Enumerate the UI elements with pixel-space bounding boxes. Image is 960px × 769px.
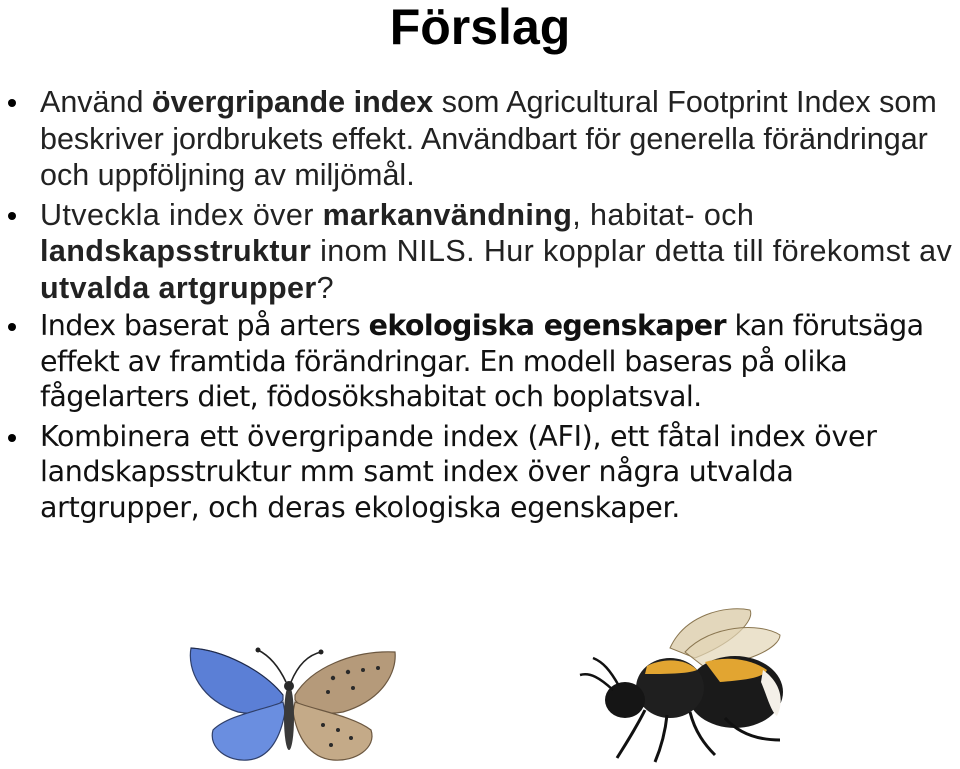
bullet-list [0, 84, 960, 525]
bullet-item [0, 197, 960, 307]
slide-title: Förslag [389, 0, 571, 55]
bullet-text [40, 198, 952, 305]
butterfly-icon [183, 630, 405, 765]
bullet-icon [8, 323, 16, 331]
bullet-item [0, 419, 960, 526]
bullet-icon [8, 212, 16, 220]
bullet-icon [8, 99, 16, 107]
bullet-item [0, 308, 960, 415]
bumblebee-icon [575, 600, 800, 765]
bullet-text-run: Utveckla index över [40, 197, 323, 232]
bullet-text-run: som Agricultural Footprint Index som beskriver jordbrukets effekt. Användbart för generella förändringar och uppföljning av miljömål. [40, 85, 937, 192]
bullet-icon [8, 434, 16, 442]
bullet-text [40, 420, 877, 524]
bullet-text [40, 309, 924, 413]
bullet-text-run: inom NILS. Hur kopplar detta till förekomst av [311, 234, 953, 268]
bullet-text-run: Kombinera ett övergripande index (AFI), ett fåtal index över landskapsstruktur mm samt index över några utvalda artgrupper, och deras ekologiska egenskaper. [40, 419, 877, 524]
bullet-text-bold: ekologiska egenskaper [368, 309, 726, 342]
bullet-item [0, 84, 960, 194]
bullet-text-bold: övergripande index [151, 85, 434, 119]
bullet-text-run: , habitat- och [572, 197, 755, 232]
bullet-text-bold: markanvändning [322, 197, 573, 232]
bullet-text-run: kan förutsäga effekt av framtida förändringar. En modell baseras på olika fågelarters diet, födosökshabitat och boplatsval. [40, 309, 924, 413]
bullet-text-bold: landskapsstruktur [40, 234, 312, 268]
bullet-text-run: ? [316, 270, 335, 305]
bullet-text [40, 85, 937, 192]
bullet-text-run: Index baserat på arters [40, 309, 369, 342]
bullet-text-run: Använd [40, 85, 152, 119]
bullet-text-bold: utvalda artgrupper [40, 270, 317, 305]
